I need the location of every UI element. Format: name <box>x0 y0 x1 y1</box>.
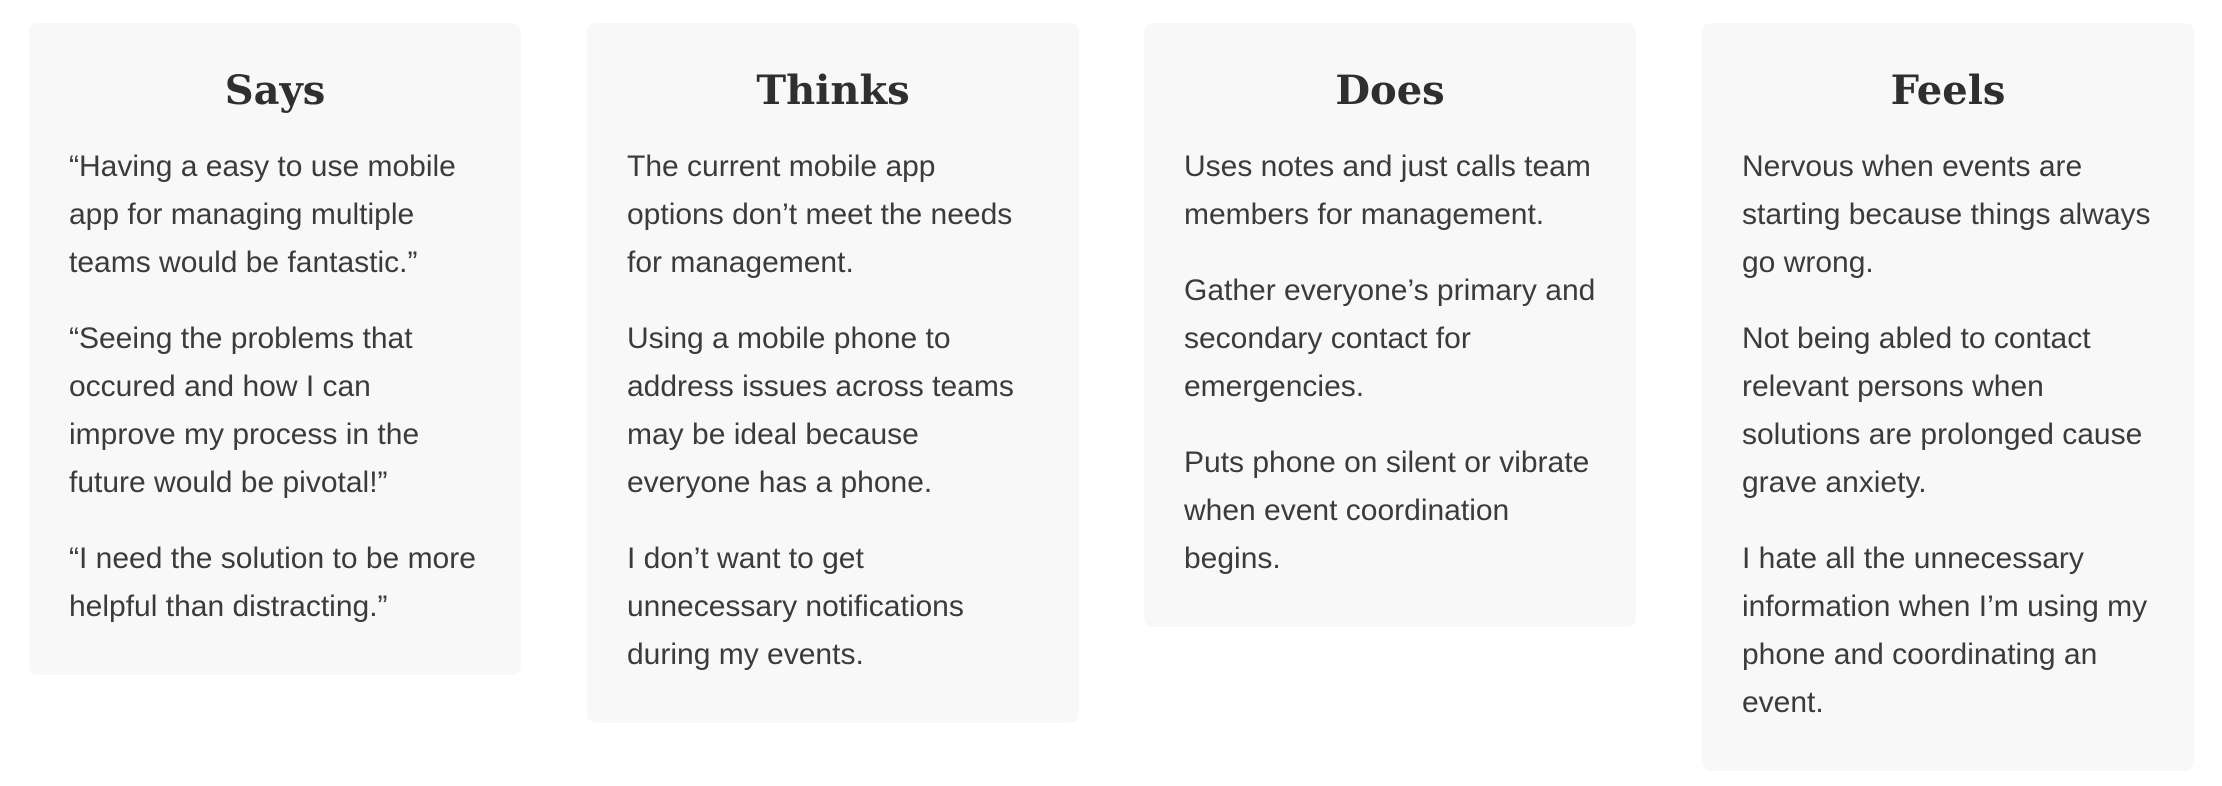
card-item: Uses notes and just calls team members for management. <box>1184 150 1591 231</box>
does-card <box>1144 23 1636 627</box>
thinks-card-body <box>627 143 1039 679</box>
card-item: The current mobile app options don’t meet the needs for management. <box>627 150 1013 279</box>
feels-card <box>1702 23 2194 771</box>
card-item: I hate all the unnecessary information when I’m using my phone and coordinating an event. <box>1742 542 2148 719</box>
card-item: Using a mobile phone to address issues across teams may be ideal because everyone has a phone. <box>627 322 1014 499</box>
thinks-card <box>587 23 1079 723</box>
card-title-does: Does <box>1335 67 1445 114</box>
card-item: Puts phone on silent or vibrate when event coordination begins. <box>1184 446 1590 575</box>
does-card-body <box>1184 143 1596 583</box>
card-title-thinks: Thinks <box>756 67 910 114</box>
says-card-body <box>69 143 481 631</box>
card-title-feels: Feels <box>1890 67 2006 114</box>
card-item: “Having a easy to use mobile app for managing multiple teams would be fantastic.” <box>69 150 456 279</box>
card-item: Nervous when events are starting because things always go wrong. <box>1742 150 2151 279</box>
card-item: I don’t want to get unnecessary notifications during my events. <box>627 542 964 671</box>
card-item: Not being abled to contact relevant persons when solutions are prolonged cause grave anxiety. <box>1742 322 2143 499</box>
card-item: “Seeing the problems that occured and how I can improve my process in the future would be pivotal!” <box>69 322 420 499</box>
feels-card-body <box>1742 143 2154 727</box>
card-title-says: Says <box>224 67 326 114</box>
card-item: “I need the solution to be more helpful than distracting.” <box>69 542 476 623</box>
says-card <box>29 23 521 675</box>
card-item: Gather everyone’s primary and secondary contact for emergencies. <box>1184 274 1596 403</box>
